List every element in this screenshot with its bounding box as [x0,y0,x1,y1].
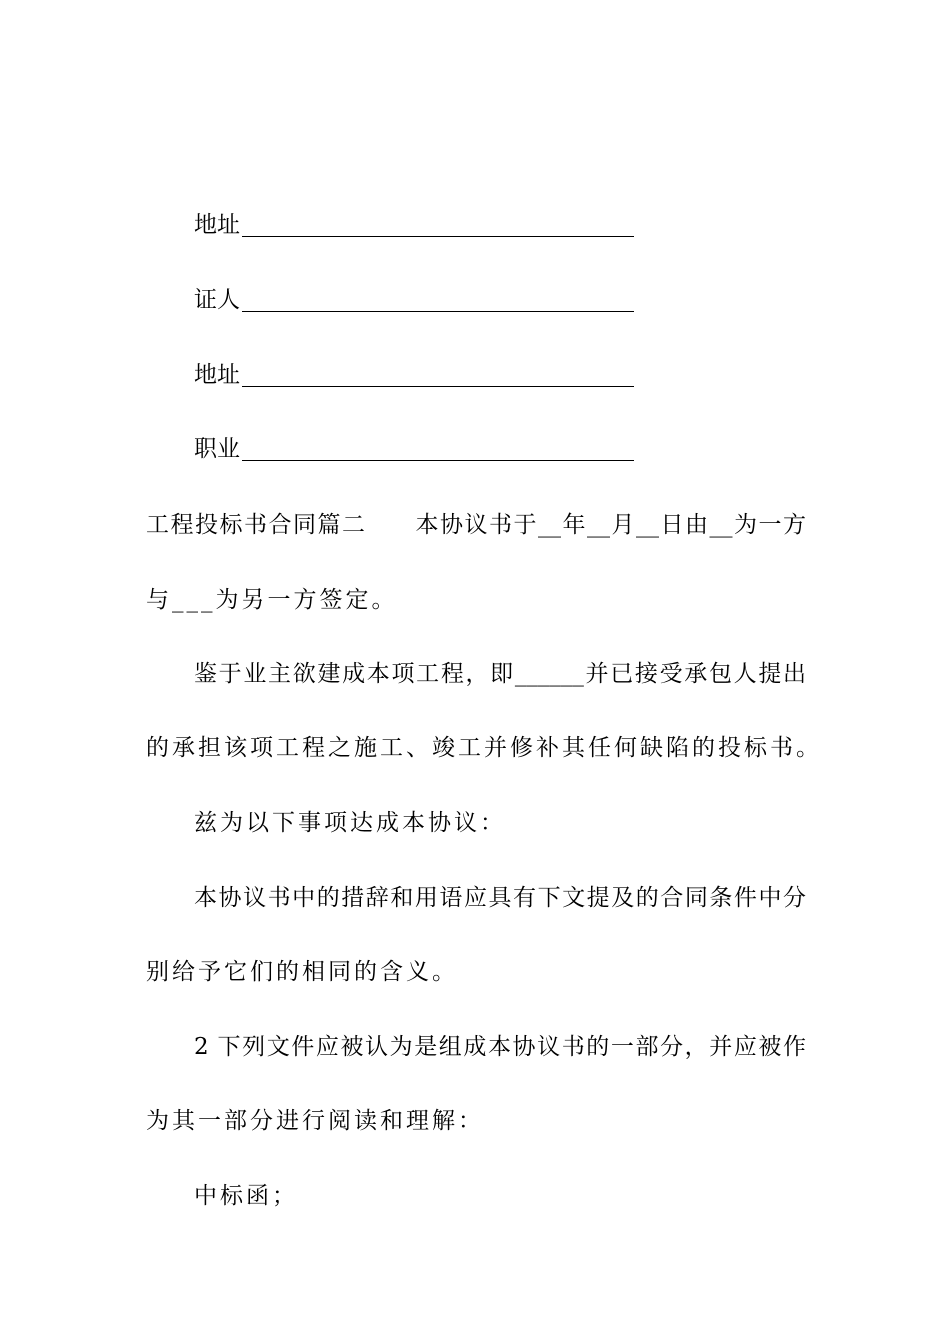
paragraph-line: 与___为另一方签定。 [146,587,398,613]
paragraph-line: 2 下列文件应被认为是组成本协议书的一部分，并应被作 [194,1034,806,1060]
paragraph-line: 别给予它们的相同的含义。 [146,959,458,985]
field-label: 职业 [194,436,240,462]
address-field [194,210,634,240]
address-field-2 [194,360,634,390]
blank-underline [242,386,634,387]
witness-field [194,285,634,315]
blank-underline [242,311,634,312]
paragraph-line: 中标函； [194,1183,298,1209]
paragraph-line: 鉴于业主欲建成本项工程，即______并已接受承包人提出 [194,661,806,687]
paragraph-line: 本协议书中的措辞和用语应具有下文提及的合同条件中分 [194,885,806,911]
field-label: 地址 [194,212,240,238]
blank-underline [242,236,634,237]
field-label: 地址 [194,362,240,388]
blank-underline [242,460,634,461]
paragraph-line: 兹为以下事项达成本协议： [194,810,506,836]
field-label: 证人 [194,287,240,313]
occupation-field [194,434,634,464]
paragraph-line: 工程投标书合同篇二 本协议书于__年__月__日由__为一方 [146,512,806,538]
paragraph-line: 为其一部分进行阅读和理解： [146,1108,484,1134]
paragraph-line: 的承担该项工程之施工、竣工并修补其任何缺陷的投标书。 [146,735,822,761]
